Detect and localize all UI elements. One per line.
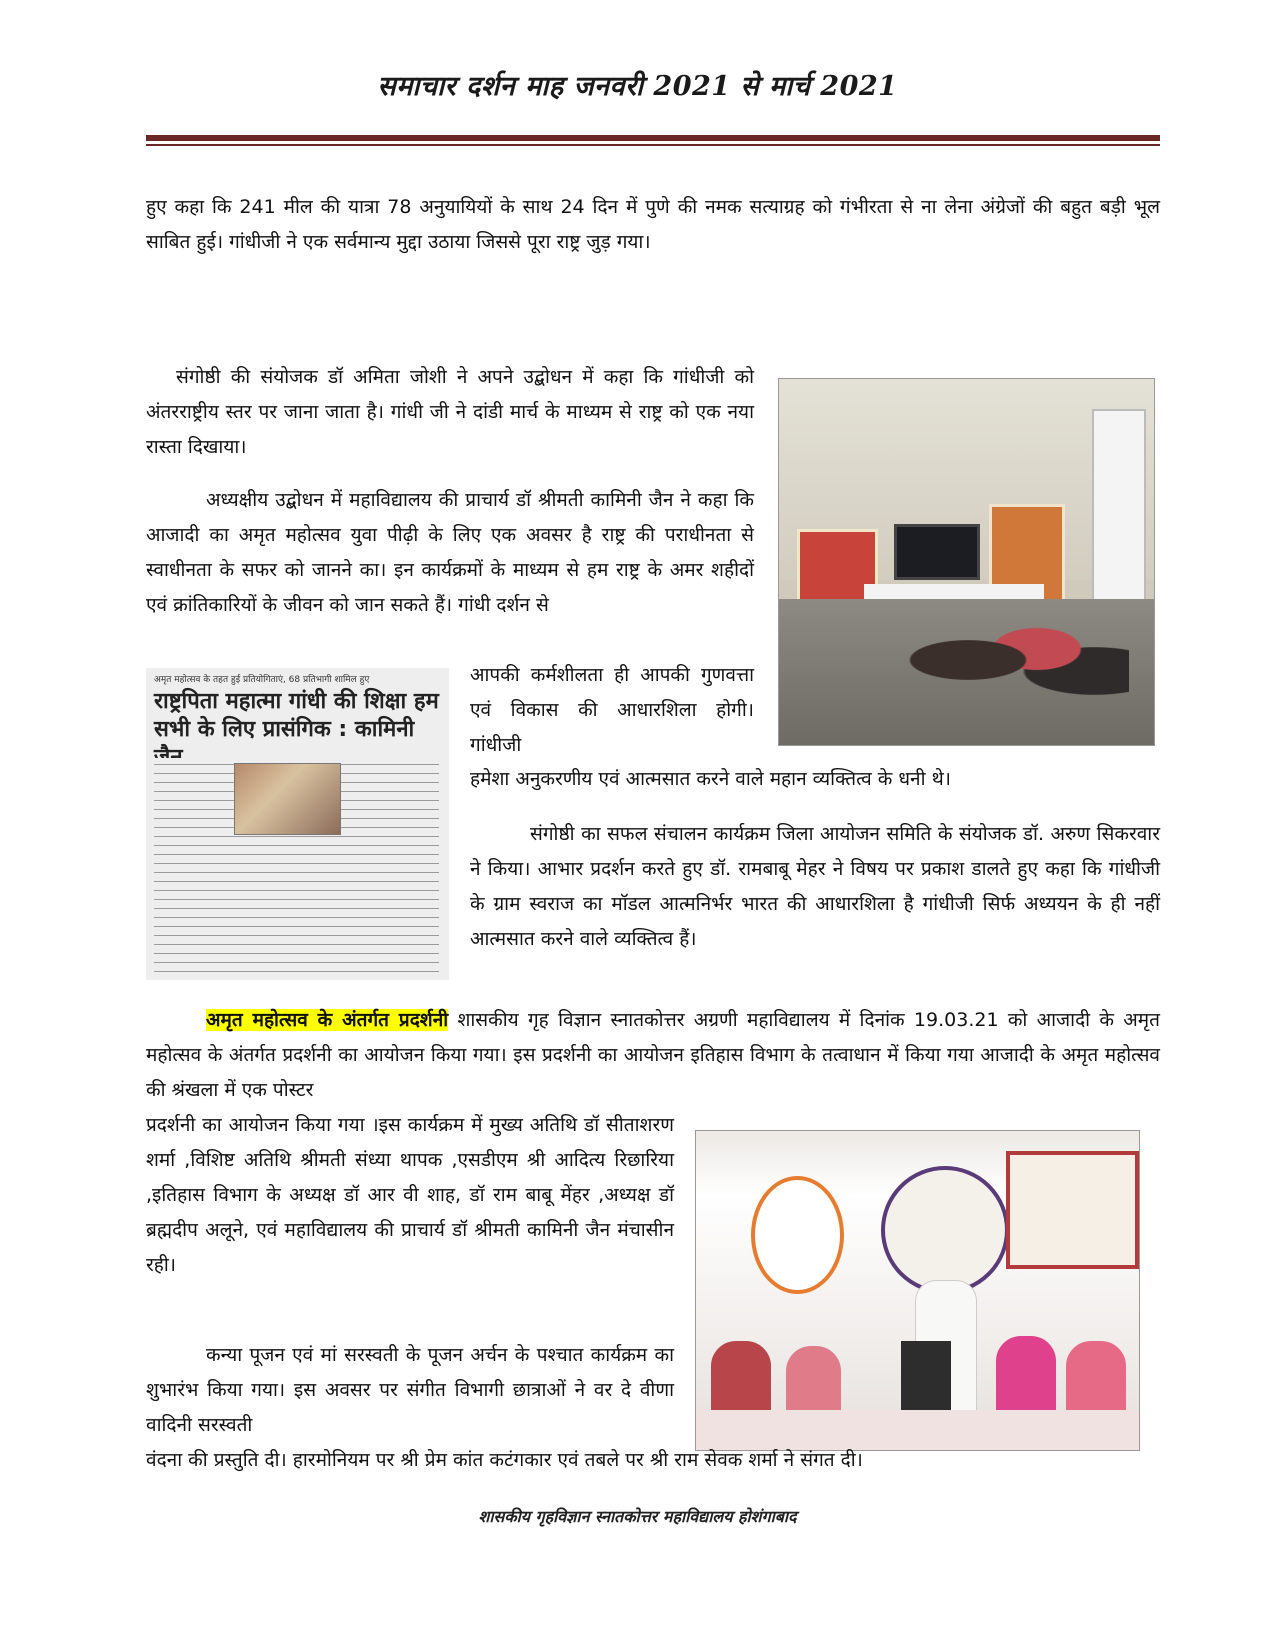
exhibition-text: शासकीय गृह विज्ञान स्नातकोत्तर अग्रणी महाविद्यालय में दिनांक 19.03.21 को आजादी के अमृत महोत्सव के अंतर्गत प्रदर्शनी का आयोजन किया गया। इस प्रदर्शनी का आयोजन इतिहास विभाग के तत्वाधान में किया गया आजादी के अमृत महोत्सव की श्रंखला में एक पोस्टर — [146, 1009, 1160, 1101]
newspaper-clipping — [146, 668, 449, 980]
header-divider-thick — [146, 135, 1160, 141]
exhibition-photo — [695, 1130, 1140, 1451]
newspaper-kicker: अमृत महोत्सव के तहत हुई प्रतियोगिताएं, 68 प्रतिभागी शामिल हुए — [154, 675, 370, 685]
paragraph-music-accompaniment: वंदना की प्रस्तुति दी। हारमोनियम पर श्री प्रेम कांत कटंगकार एवं तबले पर श्री राम सेवक शर्मा ने संगत दी। — [146, 1449, 863, 1471]
exhibition-heading: अमृत महोत्सव के अंतर्गत प्रदर्शनी — [206, 1009, 449, 1031]
newspaper-photo — [234, 763, 341, 835]
paragraph-exhibition — [146, 1003, 1160, 1108]
paragraph-seminar-conduct: संगोष्ठी का सफल संचालन कार्यक्रम जिला आयोजन समिति के संयोजक डॉ. अरुण सिकरवार ने किया। आभार प्रदर्शन करते हुए डॉ. रामबाबू मेहर ने विषय पर प्रकाश डालते हुए कहा कि गांधीजी के ग्राम स्वराज का मॉडल आत्मनिर्भर भारत की आधारशिला है गांधीजी सिर्फ अध्ययन के ही नहीं आत्मसात करने वाले व्यक्तित्व हैं। — [470, 823, 1160, 950]
paragraph-principal-speech: अध्यक्षीय उद्बोधन में महाविद्यालय की प्राचार्य डॉ श्रीमती कामिनी जैन ने कहा कि आजादी का अमृत महोत्सव युवा पीढ़ी के लिए एक अवसर है राष्ट्र की पराधीनता से स्वाधीनता के सफर को जानने का। इन कार्यक्रमों के माध्यम से हम राष्ट्र के अमर शहीदों एवं क्रांतिकारियों के जीवन को जान सकते हैं। गांधी दर्शन से — [146, 489, 754, 616]
paragraph-saraswati-puja: कन्या पूजन एवं मां सरस्वती के पूजन अर्चन के पश्चात कार्यक्रम का शुभारंभ किया गया। इस अवसर पर संगीत विभागी छात्राओं ने वर दे वीणा वादिनी सरस्वती — [146, 1344, 674, 1436]
newspaper-headline: राष्ट्रपिता महात्मा गांधी की शिक्षा हम सभी के लिए प्रासंगिक : कामिनी — [154, 689, 439, 742]
paragraph-dandi-march: हुए कहा कि 241 मील की यात्रा 78 अनुयायियों के साथ 24 दिन में पुणे की नमक सत्याग्रह को गंभीरता से ना लेना अंग्रेजों की बहुत बड़ी भूल साबित हुई। गांधीजी ने एक सर्वमान्य मुद्दा उठाया जिससे पूरा राष्ट्र जुड़ गया। — [146, 196, 1160, 253]
header-divider-thin — [146, 144, 1160, 146]
seminar-photo — [778, 378, 1155, 746]
paragraph-principal-speech-cont: आपकी कर्मशीलता ही आपकी गुणवत्ता एवं विकास की आधारशिला होगी। गांधीजी — [470, 664, 754, 756]
page-title: समाचार दर्शन माह जनवरी 2021 से मार्च 2021 — [377, 71, 898, 102]
page-footer: शासकीय गृहविज्ञान स्नातकोत्तर महाविद्यालय होशंगाबाद — [478, 1507, 797, 1526]
paragraph-exhibition-guests: प्रदर्शनी का आयोजन किया गया ।इस कार्यक्रम में मुख्य अतिथि डॉ सीताशरण शर्मा ,विशिष्ट अतिथि श्रीमती संध्या थापक ,एसडीएम श्री आदित्य रिछारिया ,इतिहास विभाग के अध्यक्ष डॉ आर वी शाह, डॉ राम बाबू मेंहर ,अध्यक्ष डॉ ब्रह्मदीप अलूने, एवं महाविद्यालय की प्राचार्य डॉ श्रीमती कामिनी जैन मंचासीन रही। — [146, 1114, 674, 1276]
paragraph-convener-speech: संगोष्ठी की संयोजक डॉ अमिता जोशी ने अपने उद्बोधन में कहा कि गांधीजी को अंतरराष्ट्रीय स्तर पर जाना जाता है। गांधी जी ने दांडी मार्च के माध्यम से राष्ट्र को एक नया रास्ता दिखाया। — [146, 366, 754, 458]
paragraph-principal-speech-end: हमेशा अनुकरणीय एवं आत्मसात करने वाले महान व्यक्तित्व के धनी थे। — [470, 768, 951, 790]
